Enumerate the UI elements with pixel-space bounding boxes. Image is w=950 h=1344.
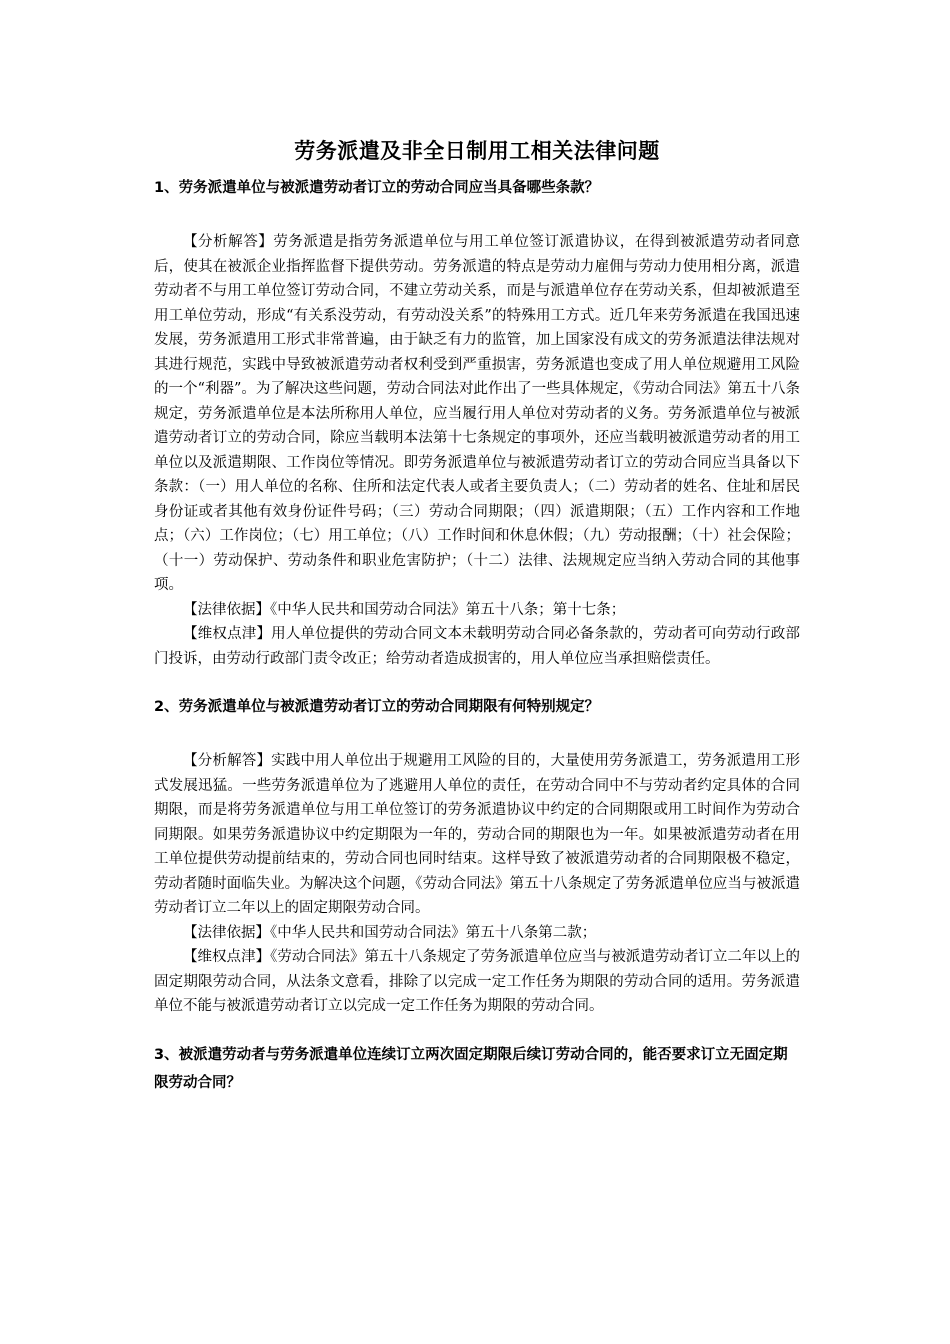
document-title: 劳务派遣及非全日制用工相关法律问题 bbox=[294, 139, 660, 163]
legal-basis-paragraph: 【法律依据】《中华人民共和国劳动合同法》第五十八条；第十七条； bbox=[183, 601, 626, 618]
section-3 bbox=[154, 1041, 800, 1097]
document-page bbox=[154, 134, 800, 1119]
legal-basis-paragraph: 【法律依据】《中华人民共和国劳动合同法》第五十八条第二款； bbox=[183, 924, 597, 941]
analysis-paragraph: 【分析解答】劳务派遣是指劳务派遣单位与用工单位签订派遣协议，在得到被派遣劳动者同意后，使其在被派企业指挥监督下提供劳动。劳务派遣的特点是劳动力雇佣与劳动力使用相分离，派遣劳动者不与用工单位签订劳动合同，不建立劳动关系，而是与派遣单位存在劳动关系，但却被派遣至用工单位劳动，形成“有关系没劳动，有劳动没关系”的特殊用工方式。近几年来劳务派遣在我国迅速发展，劳务派遣用工形式非常普遍，由于缺乏有力的监管，加上国家没有成文的劳务派遣法律法规对其进行规范，实践中导致被派遣劳动者权利受到严重损害，劳务派遣也变成了用人单位规避用工风险的一个“利器”。为了解决这些问题，劳动合同法对此作出了一些具体规定，《劳动合同法》第五十八条规定，劳务派遣单位是本法所称用人单位，应当履行用人单位对劳动者的义务。劳务派遣单位与被派遣劳动者订立的劳动合同，除应当载明本法第十七条规定的事项外，还应当载明被派遣劳动者的用工单位以及派遣期限、工作岗位等情况。即劳务派遣单位与被派遣劳动者订立的劳动合同应当具备以下条款：（一）用人单位的名称、住所和法定代表人或者主要负责人；（二）劳动者的姓名、住址和居民身份证或者其他有效身份证件号码；（三）劳动合同期限；（四）派遣期限；（五）工作内容和工作地点；（六）工作岗位；（七）用工单位；（八）工作时间和休息休假；（九）劳动报酬；（十）社会保险；（十一）劳动保护、劳动条件和职业危害防护；（十二）法律、法规规定应当纳入劳动合同的其他事项。 bbox=[154, 234, 800, 593]
section-1 bbox=[154, 174, 800, 671]
question-heading: 2、劳务派遣单位与被派遣劳动者订立的劳动合同期限有何特别规定？ bbox=[154, 699, 600, 715]
analysis-paragraph: 【分析解答】实践中用人单位出于规避用工风险的目的，大量使用劳务派遣工，劳务派遣用工形式发展迅猛。一些劳务派遣单位为了逃避用人单位的责任，在劳动合同中不与劳动者约定具体的合同期限，而是将劳务派遣单位与用工单位签订的劳务派遣协议中约定的合同期限或用工时间作为劳动合同期限。如果劳务派遣协议中约定期限为一年的，劳动合同的期限也为一年。如果被派遣劳动者在用工单位提供劳动提前结束的，劳动合同也同时结束。这样导致了被派遣劳动者的合同期限极不稳定，劳动者随时面临失业。为解决这个问题，《劳动合同法》第五十八条规定了劳务派遣单位应当与被派遣劳动者订立二年以上的固定期限劳动合同。 bbox=[154, 753, 800, 916]
question-heading: 3、被派遣劳动者与劳务派遣单位连续订立两次固定期限后续订劳动合同的，能否要求订立无固定期限劳动合同？ bbox=[154, 1046, 788, 1091]
blank-line bbox=[154, 721, 800, 749]
rights-tip-paragraph: 【维权点津】用人单位提供的劳动合同文本未载明劳动合同必备条款的，劳动者可向劳动行政部门投诉，由劳动行政部门责令改正；给劳动者造成损害的，用人单位应当承担赔偿责任。 bbox=[154, 626, 800, 667]
question-heading: 1、劳务派遣单位与被派遣劳动者订立的劳动合同应当具备哪些条款？ bbox=[154, 180, 600, 196]
blank-line bbox=[154, 202, 800, 230]
rights-tip-paragraph: 【维权点津】《劳动合同法》第五十八条规定了劳务派遣单位应当与被派遣劳动者订立二年以上的固定期限劳动合同，从法条文意看，排除了以完成一定工作任务为期限的劳动合同的适用。劳务派遣单位不能与被派遣劳动者订立以完成一定工作任务为期限的劳动合同。 bbox=[154, 949, 800, 1014]
section-2 bbox=[154, 693, 800, 1019]
